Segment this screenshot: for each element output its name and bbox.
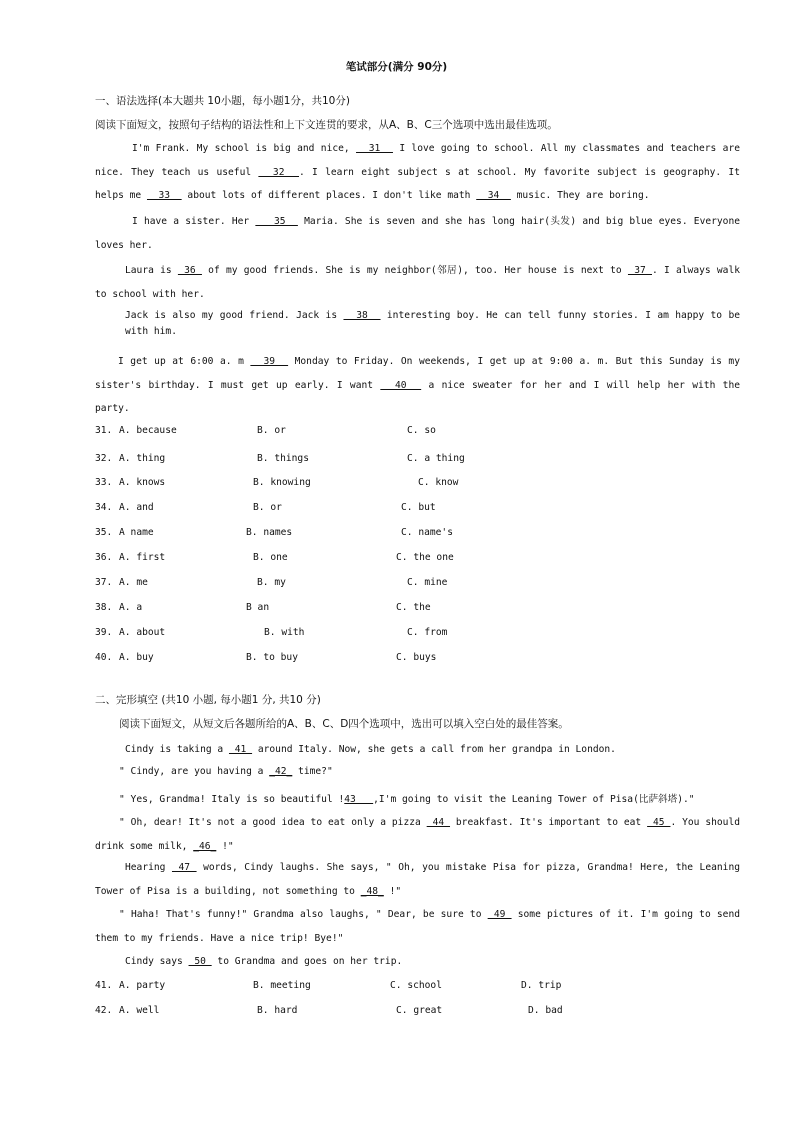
option-a: A. buy	[119, 652, 154, 663]
option-c: C. from	[407, 627, 448, 638]
blank-38: 38	[343, 310, 381, 321]
option-c: C. school	[390, 980, 442, 991]
passage1-paragraph1: I'm Frank. My school is big and nice, 31 I love going to school. All my classmates and teachers are nice. They teach us useful 32 . I learn eight subject s at school. My favorite subject is geography. It helps me 33 about lots of different places. I don't like math 34 music. They are boring.	[95, 143, 740, 201]
blank-50: 50	[188, 956, 212, 967]
option-b: B. hard	[257, 1005, 298, 1016]
blank-35: 35	[255, 216, 298, 227]
option-a: A. because	[119, 425, 177, 436]
section1-instruction: 阅读下面短文，按照句子结构的语法性和上下文连贯的要求，从A、B、C三个选项中选出最佳选项。	[95, 119, 558, 131]
blank-34: 34	[476, 190, 511, 201]
exam-page: 笔试部分(满分 90分) 一、语法选择(本大题共 10小题，每小题1分，共10分) 阅读下面短文，按照句子结构的语法性和上下文连贯的要求，从A、B、C三个选项中选出最佳选项。 I'm Frank. My school is big and nice, 31 I love going to school. All my classmates and teachers are nice. They teach us useful 32 . I learn eight subject s at school. My favorite subject is geography. It helps me 33 about lots of different places. I don't like math 34 music. They are boring. I have a sister. Her 35 Maria. She is seven and she has long hair(头发) and big blue eyes. Everyone loves her. Laura is 36 of my good friends. She is my neighbor(邻居), too. Her house is next to 37 . I always walk to school with her. Jack is also my good friend. Jack is 38 interesting boy. He can tell funny stories. I am happy to be with him. I get up at 6:00 a. m 39 Monday to Friday. On weekends, I get up at 9:00 a. m. But this Sunday is my sister's birthday. I must get up early. I want 40 a nice sweater for her and I will help her with the party. 31. A. because B. or C. so 32. A. thing B. things C. a thing 33. A. knows B. knowing C. know 34. A. and B. or C. but 35. A name B. names C. name's 36. A. first B. one C. the one 37. A. me B. my C. mine 38. A. a B an C. the 39. A. about B. with C. from 40. A. buy B. to buy C. buys 二、完形填空 (共10 小题, 每小题1 分, 共10 分) 阅读下面短文，从短文后各题所给的A、B、C、D四个选项中，选出可以填入空白处的最佳答案。 Cindy is taking a 41 around Italy. Now, she gets a call from her grandpa in London. " Cindy, are you having a _42_ time?" " Yes, Grandma! Italy is so beautiful !43 ,I'm going to visit the Leaning Tower of Pisa(比萨斜塔)." " Oh, dear! It's not a good idea to eat only a pizza 44 breakfast. It's important to eat 45 . You should drink some milk, _46_ !" Hearing 47 words, Cindy laughs. She says, " Oh, you mistake Pisa for pizza, Grandma! Here, the Leaning Tower of Pisa is a building, not something to _48_ !" " Haha! That's funny!" Grandma also laughs, " Dear, be sure to 49 some pictures of it. I'm going to send them to my friends. Have a nice trip! Bye!" Cindy says 50 to Grandma and goes on her trip. 41. A. party B. meeting C. school D. trip 42. A. well B. hard C. great D. bad	[0, 0, 793, 1123]
option-b: B. to buy	[246, 652, 298, 663]
blank-48: _48_	[360, 885, 384, 897]
section1-heading: 一、语法选择(本大题共 10小题，每小题1分，共10分)	[95, 95, 350, 107]
option-b: B. with	[264, 627, 305, 638]
blank-39: 39	[250, 356, 289, 367]
option-c: C. a thing	[407, 453, 465, 464]
passage2-paragraph5: Hearing 47 words, Cindy laughs. She says, " Oh, you mistake Pisa for pizza, Grandma! Here, the Leaning Tower of Pisa is a building, not something to _48_ !"	[95, 862, 740, 897]
passage2-line2: " Cindy, are you having a _42_ time?"	[119, 766, 333, 777]
option-a: A. well	[119, 1005, 160, 1016]
blank-33: 33	[146, 190, 182, 201]
blank-32: 32	[258, 166, 299, 178]
option-b: B. or	[253, 502, 282, 513]
passage1-paragraph2: I have a sister. Her 35 Maria. She is seven and she has long hair(头发) and big blue eyes. Everyone loves her.	[95, 216, 740, 251]
option-a: A. party	[119, 980, 166, 991]
option-a: A. first	[119, 552, 166, 563]
page-title: 笔试部分(满分 90分)	[345, 61, 448, 73]
option-b: B. meeting	[253, 980, 311, 991]
option-c: C. great	[396, 1005, 443, 1016]
section2-heading: 二、完形填空 (共10 小题, 每小题1 分, 共10 分)	[95, 694, 321, 706]
option-a: A. thing	[119, 453, 166, 464]
option-b: B. things	[257, 453, 309, 464]
option-b: B. names	[246, 527, 293, 538]
option-b: B an	[246, 602, 270, 613]
option-a: A. me	[119, 577, 148, 588]
passage2-line1: Cindy is taking a 41 around Italy. Now, she gets a call from her grandpa in London.	[125, 744, 616, 755]
blank-42: _42_	[269, 766, 293, 777]
section2-instruction: 阅读下面短文，从短文后各题所给的A、B、C、D四个选项中，选出可以填入空白处的最佳答案。	[119, 718, 569, 730]
option-b: B. my	[257, 577, 286, 588]
option-a: A. about	[119, 627, 166, 638]
passage1-paragraph5: I get up at 6:00 a. m 39 Monday to Friday. On weekends, I get up at 9:00 a. m. But this Sunday is my sister's birthday. I must get up early. I want 40 a nice sweater for her and I will help her with the party.	[95, 356, 741, 414]
blank-31: 31	[356, 143, 393, 154]
option-a: A name	[119, 527, 154, 538]
option-c: C. the one	[396, 552, 454, 563]
blank-37: 37	[627, 265, 652, 276]
passage2-line7: Cindy says 50 to Grandma and goes on her trip.	[125, 956, 403, 967]
passage1-paragraph4: Jack is also my good friend. Jack is 38 interesting boy. He can tell funny stories. I am happy to be with him.	[125, 310, 741, 337]
option-a: A. a	[119, 602, 143, 613]
blank-44: 44	[426, 817, 451, 828]
passage2-paragraph4: " Oh, dear! It's not a good idea to eat only a pizza 44 breakfast. It's important to eat 45 . You should drink some milk, _46_ !"	[95, 817, 741, 852]
passage2-line3: " Yes, Grandma! Italy is so beautiful !43 ,I'm going to visit the Leaning Tower of Pisa(比萨斜塔)."	[119, 794, 695, 805]
passage1-paragraph3: Laura is 36 of my good friends. She is my neighbor(邻居), too. Her house is next to 37 . I always walk to school with her.	[95, 265, 741, 300]
option-d: D. bad	[528, 1005, 563, 1016]
option-c: C. buys	[396, 652, 437, 663]
blank-47: 47	[171, 862, 197, 873]
blank-43: 43	[344, 794, 374, 805]
option-a: A. knows	[119, 477, 166, 488]
option-c: C. but	[401, 502, 436, 513]
blank-45: 45	[647, 817, 671, 828]
option-b: B. one	[253, 552, 288, 563]
option-c: C. so	[407, 425, 436, 436]
option-c: C. name's	[401, 527, 453, 538]
blank-49: 49	[487, 909, 512, 920]
option-c: C. the	[396, 602, 431, 613]
option-b: B. or	[257, 425, 286, 436]
option-d: D. trip	[521, 980, 562, 991]
blank-36: 36	[177, 265, 202, 276]
passage2-paragraph6: " Haha! That's funny!" Grandma also laughs, " Dear, be sure to 49 some pictures of it. I'm going to send them to my friends. Have a nice trip! Bye!"	[95, 909, 740, 944]
blank-46: _46_	[193, 840, 217, 852]
blank-41: 41	[228, 744, 253, 755]
blank-40: 40	[380, 379, 422, 391]
option-b: B. knowing	[253, 477, 311, 488]
option-c: C. know	[418, 477, 459, 488]
option-a: A. and	[119, 502, 154, 513]
option-c: C. mine	[407, 577, 448, 588]
